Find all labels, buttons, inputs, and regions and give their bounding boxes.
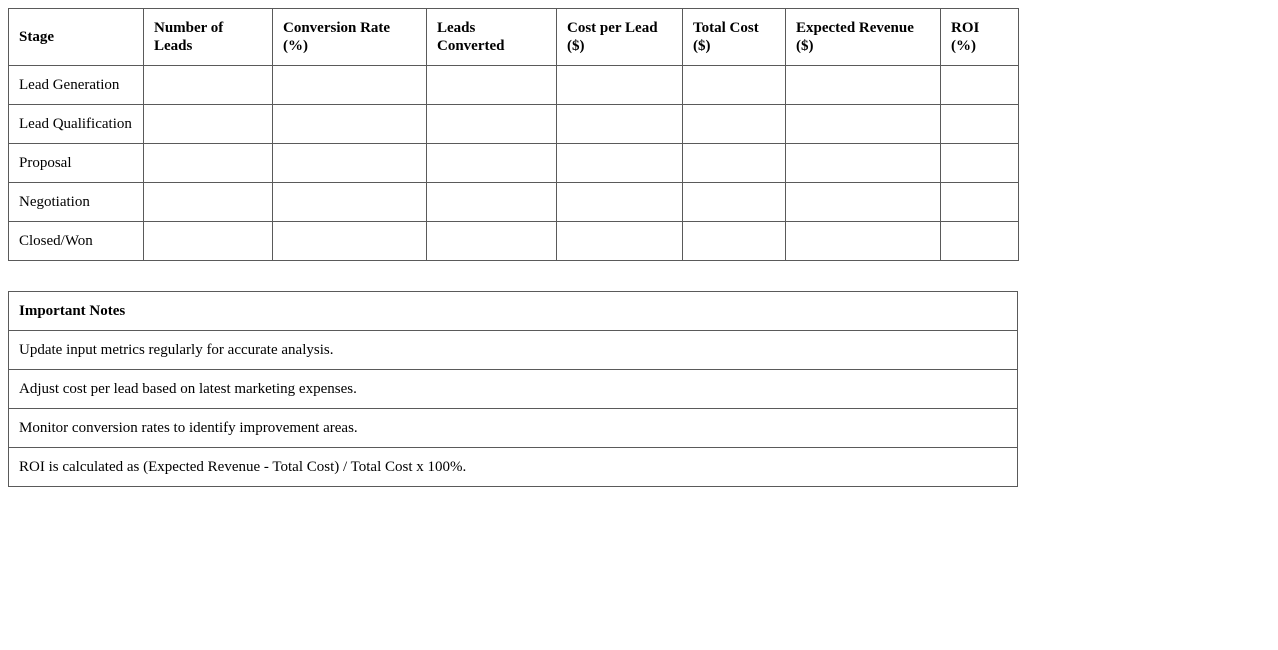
table-row	[9, 183, 1019, 222]
stage-cell: Closed/Won	[9, 222, 144, 261]
expected-revenue-cell[interactable]	[786, 105, 941, 144]
document-body	[8, 8, 1018, 487]
notes-header: Important Notes	[9, 292, 1018, 331]
cost-per-lead-cell[interactable]	[557, 222, 683, 261]
number-of-leads-cell[interactable]	[144, 144, 273, 183]
note-text: ROI is calculated as (Expected Revenue - Total Cost) / Total Cost x 100%.	[9, 448, 1018, 487]
stage-cell: Proposal	[9, 144, 144, 183]
number-of-leads-cell[interactable]	[144, 222, 273, 261]
cost-per-lead-cell[interactable]	[557, 66, 683, 105]
cost-per-lead-cell[interactable]	[557, 183, 683, 222]
total-cost-cell[interactable]	[683, 66, 786, 105]
expected-revenue-cell[interactable]	[786, 66, 941, 105]
total-cost-cell[interactable]	[683, 183, 786, 222]
conversion-rate-cell[interactable]	[273, 144, 427, 183]
expected-revenue-cell[interactable]	[786, 183, 941, 222]
roi-cell[interactable]	[941, 105, 1019, 144]
header-leads-converted: Leads Converted	[427, 9, 557, 66]
roi-cell[interactable]	[941, 144, 1019, 183]
list-item	[9, 331, 1018, 370]
header-stage: Stage	[9, 9, 144, 66]
number-of-leads-cell[interactable]	[144, 66, 273, 105]
list-item	[9, 370, 1018, 409]
note-text: Adjust cost per lead based on latest marketing expenses.	[9, 370, 1018, 409]
leads-converted-cell[interactable]	[427, 105, 557, 144]
table-header-row	[9, 9, 1019, 66]
conversion-rate-cell[interactable]	[273, 105, 427, 144]
total-cost-cell[interactable]	[683, 222, 786, 261]
header-cost-per-lead: Cost per Lead ($)	[557, 9, 683, 66]
list-item	[9, 448, 1018, 487]
expected-revenue-cell[interactable]	[786, 222, 941, 261]
header-expected-revenue: Expected Revenue ($)	[786, 9, 941, 66]
note-text: Monitor conversion rates to identify improvement areas.	[9, 409, 1018, 448]
stage-cell: Negotiation	[9, 183, 144, 222]
leads-converted-cell[interactable]	[427, 144, 557, 183]
table-row	[9, 66, 1019, 105]
number-of-leads-cell[interactable]	[144, 183, 273, 222]
header-conversion-rate: Conversion Rate (%)	[273, 9, 427, 66]
table-row	[9, 222, 1019, 261]
header-roi: ROI (%)	[941, 9, 1019, 66]
roi-cell[interactable]	[941, 222, 1019, 261]
roi-cell[interactable]	[941, 66, 1019, 105]
sales-funnel-table	[8, 8, 1019, 261]
stage-cell: Lead Generation	[9, 66, 144, 105]
table-row	[9, 105, 1019, 144]
leads-converted-cell[interactable]	[427, 66, 557, 105]
number-of-leads-cell[interactable]	[144, 105, 273, 144]
list-item	[9, 409, 1018, 448]
note-text: Update input metrics regularly for accurate analysis.	[9, 331, 1018, 370]
table-row	[9, 144, 1019, 183]
header-total-cost: Total Cost ($)	[683, 9, 786, 66]
expected-revenue-cell[interactable]	[786, 144, 941, 183]
conversion-rate-cell[interactable]	[273, 222, 427, 261]
total-cost-cell[interactable]	[683, 144, 786, 183]
roi-cell[interactable]	[941, 183, 1019, 222]
leads-converted-cell[interactable]	[427, 222, 557, 261]
leads-converted-cell[interactable]	[427, 183, 557, 222]
stage-cell: Lead Qualification	[9, 105, 144, 144]
important-notes-table	[8, 291, 1018, 487]
cost-per-lead-cell[interactable]	[557, 144, 683, 183]
notes-header-row	[9, 292, 1018, 331]
total-cost-cell[interactable]	[683, 105, 786, 144]
header-number-of-leads: Number of Leads	[144, 9, 273, 66]
cost-per-lead-cell[interactable]	[557, 105, 683, 144]
conversion-rate-cell[interactable]	[273, 66, 427, 105]
conversion-rate-cell[interactable]	[273, 183, 427, 222]
